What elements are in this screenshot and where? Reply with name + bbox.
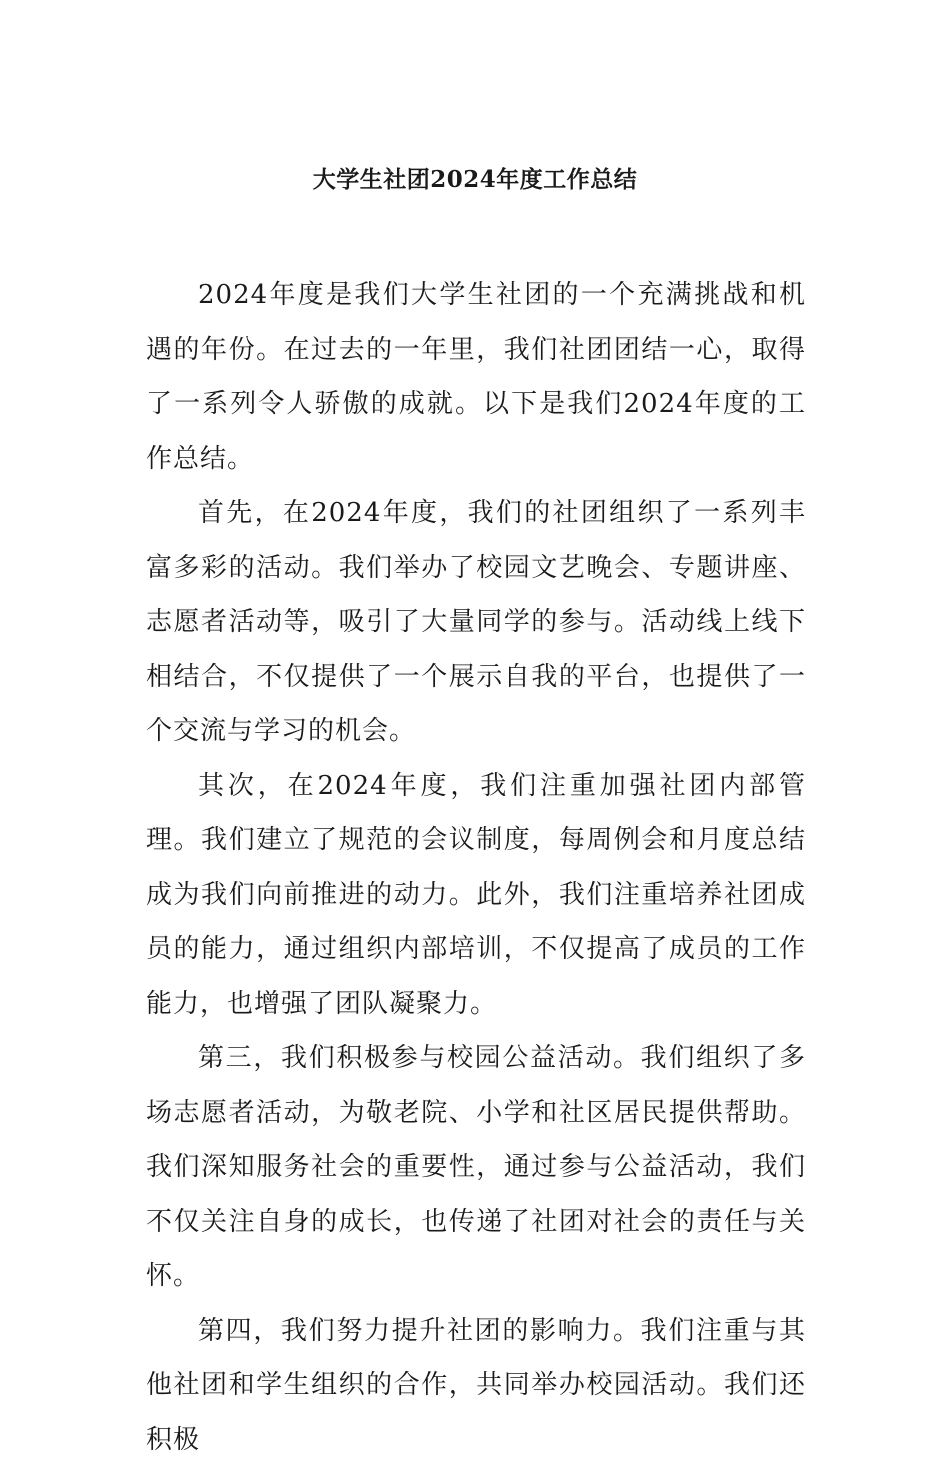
paragraph-fourth: 第四，我们努力提升社团的影响力。我们注重与其他社团和学生组织的合作，共同举办校园活动。我们还积极 [146,1304,806,1467]
paragraph-second: 其次，在2024年度，我们注重加强社团内部管理。我们建立了规范的会议制度，每周例会和月度总结成为我们向前推进的动力。此外，我们注重培养社团成员的能力，通过组织内部培训，不仅提高了成员的工作能力，也增强了团队凝聚力。 [146,759,806,1032]
document-body [146,268,806,1467]
paragraph-third: 第三，我们积极参与校园公益活动。我们组织了多场志愿者活动，为敬老院、小学和社区居民提供帮助。我们深知服务社会的重要性，通过参与公益活动，我们不仅关注自身的成长，也传递了社团对社会的责任与关怀。 [146,1031,806,1304]
document-title: 大学生社团2024年度工作总结 [0,160,950,200]
paragraph-intro: 2024年度是我们大学生社团的一个充满挑战和机遇的年份。在过去的一年里，我们社团团结一心，取得了一系列令人骄傲的成就。以下是我们2024年度的工作总结。 [146,268,806,486]
paragraph-first: 首先，在2024年度，我们的社团组织了一系列丰富多彩的活动。我们举办了校园文艺晚会、专题讲座、志愿者活动等，吸引了大量同学的参与。活动线上线下相结合，不仅提供了一个展示自我的平台，也提供了一个交流与学习的机会。 [146,486,806,759]
